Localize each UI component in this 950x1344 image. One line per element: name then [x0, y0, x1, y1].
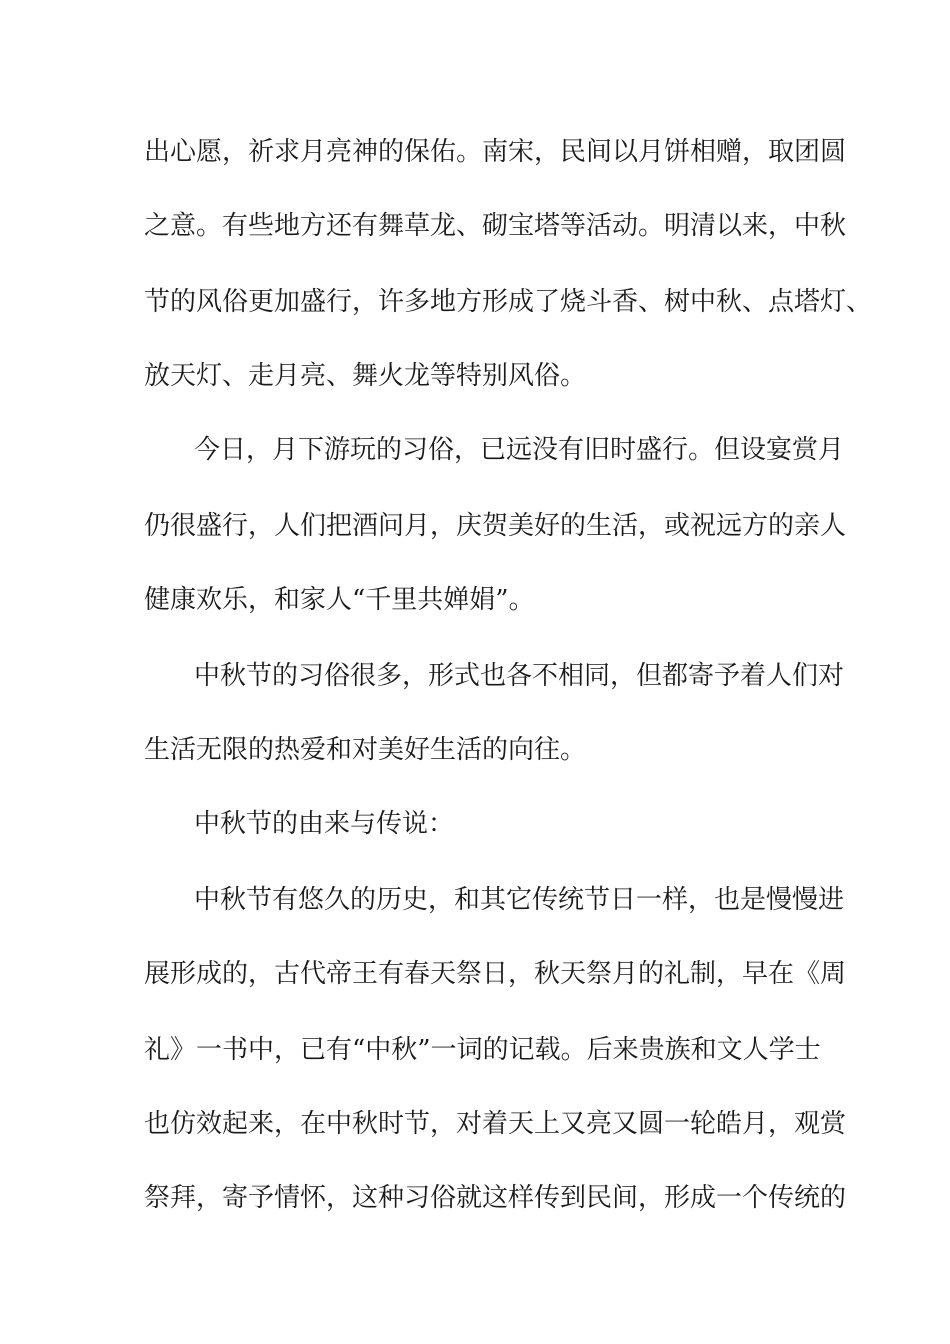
text-line: 仍很盛行，人们把酒问月，庆贺美好的生活，或祝远方的亲人	[144, 511, 847, 541]
text-line: 健康欢乐，和家人“千里共婵娟”。	[144, 585, 535, 615]
text-line: 也仿效起来，在中秋时节，对着天上又亮又圆一轮皓月，观赏	[144, 1109, 847, 1139]
text-line: 生活无限的热爱和对美好生活的向往。	[144, 735, 587, 765]
paragraph-first-line: 今日，月下游玩的习俗，已远没有旧时盛行。但设宴赏月	[194, 435, 845, 465]
paragraph-first-line: 中秋节的习俗很多，形式也各不相同，但都寄予着人们对	[194, 661, 845, 691]
section-heading: 中秋节的由来与传说：	[194, 809, 455, 839]
text-line: 展形成的，古代帝王有春天祭日，秋天祭月的礼制，早在《周	[144, 959, 847, 989]
text-line: 放天灯、走月亮、舞火龙等特别风俗。	[144, 361, 587, 391]
text-line: 之意。有些地方还有舞草龙、砌宝塔等活动。明清以来，中秋	[144, 211, 847, 241]
text-line: 出心愿，祈求月亮神的保佑。南宋，民间以月饼相赠，取团圆	[144, 137, 847, 167]
text-line: 节的风俗更加盛行，许多地方形成了烧斗香、树中秋、点塔灯、	[144, 287, 873, 317]
text-line: 礼》一书中，已有“中秋”一词的记载。后来贵族和文人学士	[144, 1035, 821, 1065]
text-line: 祭拜，寄予情怀，这种习俗就这样传到民间，形成一个传统的	[144, 1183, 847, 1213]
paragraph-first-line: 中秋节有悠久的历史，和其它传统节日一样，也是慢慢进	[194, 885, 845, 915]
